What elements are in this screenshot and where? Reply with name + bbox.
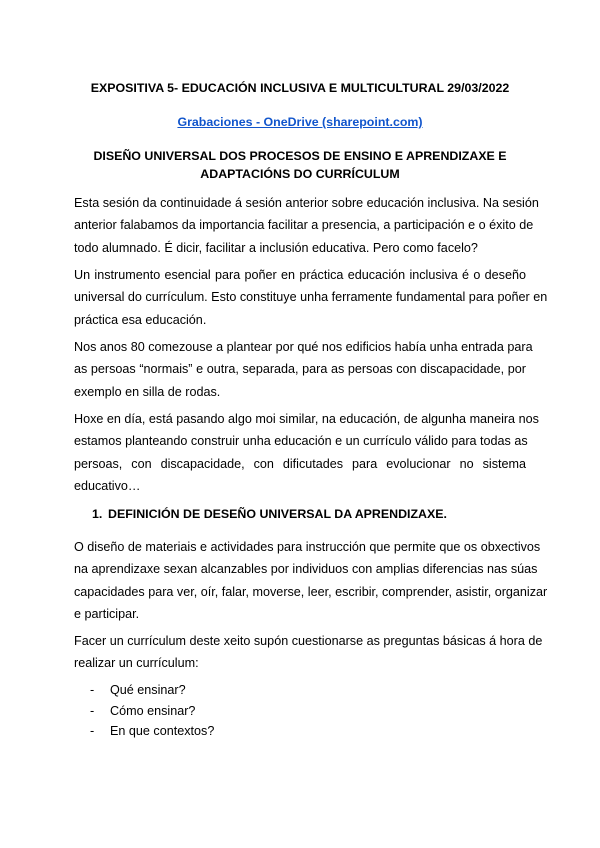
paragraph-line: realizar un currículum: bbox=[74, 656, 199, 671]
paragraph-intro bbox=[74, 192, 539, 259]
list-item-text: En que contextos? bbox=[110, 724, 215, 738]
paragraph-definition bbox=[74, 536, 548, 625]
paragraph-history bbox=[74, 336, 533, 403]
paragraph-line: estamos planteando construir unha educación e un currículo válido para todas as bbox=[74, 434, 528, 449]
paragraph-line: O diseño de materiais e actividades para instrucción que permite que os obxectivos bbox=[74, 540, 541, 554]
document-title: EXPOSITIVA 5- EDUCACIÓN INCLUSIVA E MULTICULTURAL 29/03/2022 bbox=[90, 81, 510, 95]
paragraph-today bbox=[74, 408, 539, 497]
paragraph-instrument bbox=[74, 264, 548, 331]
recordings-link[interactable]: Grabaciones - OneDrive (sharepoint.com) bbox=[177, 115, 423, 129]
list-item bbox=[90, 680, 214, 701]
paragraph-line: educativo… bbox=[74, 478, 141, 493]
paragraph-line: Esta sesión da continuidade á sesión anterior sobre educación inclusiva. Na sesión bbox=[74, 196, 539, 210]
section-heading bbox=[92, 504, 447, 524]
question-list bbox=[90, 680, 214, 742]
paragraph-line: Un instrumento esencial para poñer en práctica educación inclusiva é o deseño bbox=[74, 268, 526, 282]
bullet-dash: - bbox=[90, 683, 95, 697]
subtitle-line-2: ADAPTACIÓNS DO CURRÍCULUM bbox=[200, 167, 400, 181]
section-heading-text: DEFINICIÓN DE DESEÑO UNIVERSAL DA APRENDIZAXE. bbox=[108, 507, 447, 521]
paragraph-line: Nos anos 80 comezouse a plantear por qué nos edificios había unha entrada para bbox=[74, 340, 533, 354]
paragraph-line: práctica esa educación. bbox=[74, 312, 207, 327]
paragraph-line: as persoas “normais” e outra, separada, para as persoas con discapacidade, por bbox=[74, 362, 526, 377]
section-number: 1. bbox=[92, 507, 103, 521]
recordings-link-line bbox=[0, 112, 600, 132]
list-item bbox=[90, 701, 214, 722]
paragraph-line: persoas, con discapacidade, con dificutades para evolucionar no sistema bbox=[74, 456, 526, 471]
paragraph-line: na aprendizaxe sexan alcanzables por individuos con amplias diferencias nas súas bbox=[74, 562, 538, 577]
paragraph-line: todo alumnado. É dicir, facilitar a inclusión educativa. Pero como facelo? bbox=[74, 240, 478, 255]
paragraph-line: e participar. bbox=[74, 606, 140, 621]
paragraph-line: Hoxe en día, está pasando algo moi similar, na educación, de algunha maneira nos bbox=[74, 412, 539, 426]
paragraph-line: Facer un currículum deste xeito supón cuestionarse as preguntas básicas á hora de bbox=[74, 634, 543, 648]
bullet-dash: - bbox=[90, 703, 95, 718]
paragraph-line: capacidades para ver, oír, falar, moverse, leer, escribir, comprender, asistir, organizar bbox=[74, 584, 548, 599]
list-item-text: Qué ensinar? bbox=[110, 683, 186, 697]
paragraph-line: universal do currículum. Esto constituye unha ferramente fundamental para poñer en bbox=[74, 290, 548, 305]
list-item-text: Cómo ensinar? bbox=[110, 703, 196, 718]
list-item bbox=[90, 721, 214, 742]
paragraph-curriculum bbox=[74, 630, 543, 675]
paragraph-line: exemplo en silla de rodas. bbox=[74, 384, 221, 399]
subtitle-line-1: DISEÑO UNIVERSAL DOS PROCESOS DE ENSINO E APRENDIZAXE E bbox=[93, 149, 507, 163]
bullet-dash: - bbox=[90, 724, 95, 738]
paragraph-line: anterior falabamos da importancia facilitar a presencia, a participación e o éxito de bbox=[74, 218, 534, 233]
